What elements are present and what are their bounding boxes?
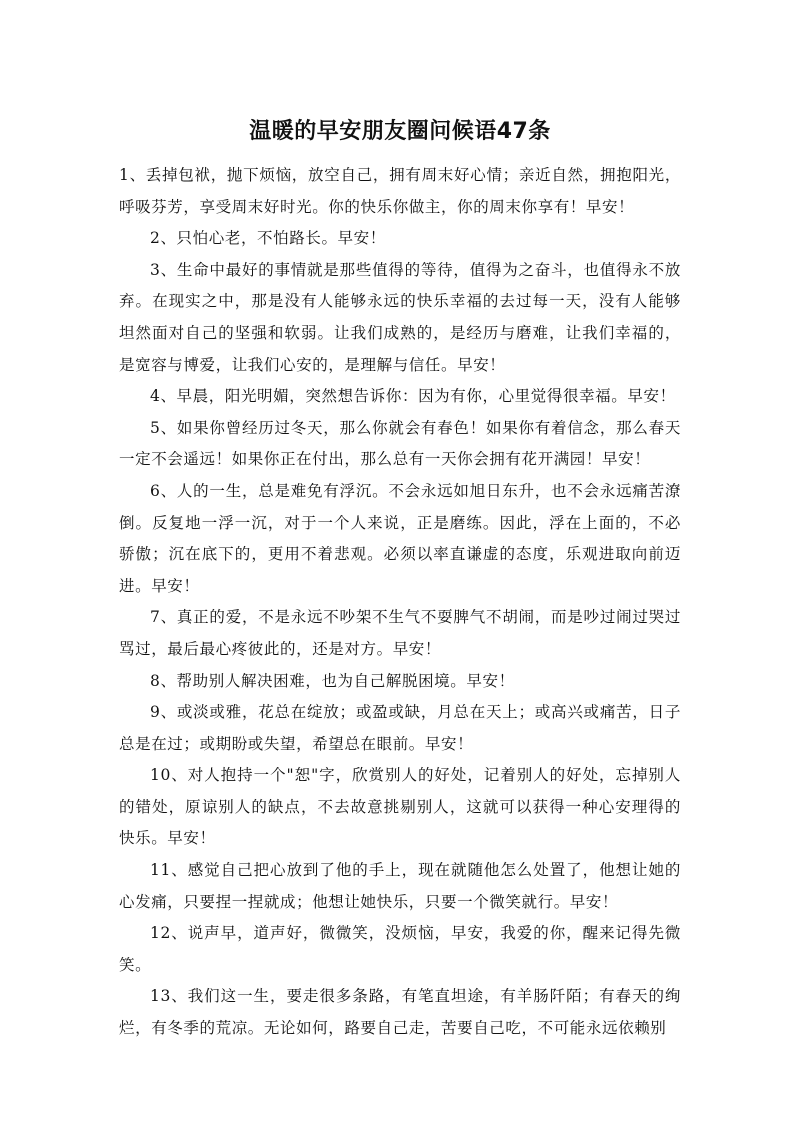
document-body: [119, 160, 681, 1045]
paragraph: 5、如果你曾经历过冬天，那么你就会有春色！如果你有着信念，那么春天一定不会遥远！如果你正在付出，那么总有一天你会拥有花开满园！早安！: [119, 418, 681, 469]
paragraph: 13、我们这一生，要走很多条路，有笔直坦途，有羊肠阡陌；有春天的绚烂，有冬季的荒凉。无论如何，路要自己走，苦要自己吃，不可能永远依赖别: [119, 987, 681, 1038]
page-title: 温暖的早安朋友圈问候语47条: [249, 119, 551, 144]
paragraph: 11、感觉自己把心放到了他的手上，现在就随他怎么处置了，他想让她的心发痛，只要捏一捏就成；他想让她快乐，只要一个微笑就行。早安！: [119, 861, 681, 911]
paragraph: 2、只怕心老，不怕路长。早安！: [150, 229, 386, 248]
paragraph: 12、说声早，道声好，微微笑，没烦恼，早安，我爱的你，醒来记得先微笑。: [119, 924, 681, 974]
paragraph: 3、生命中最好的事情就是那些值得的等待，值得为之奋斗，也值得永不放弃。在现实之中，那是没有人能够永远的快乐幸福的去过每一天，没有人能够坦然面对自己的坚强和软弱。让我们成熟的，是经历与磨难，让我们幸福的，是宽容与博爱，让我们心安的，是理解与信任。早安！: [119, 260, 681, 374]
paragraph: 9、或淡或雅，花总在绽放；或盈或缺，月总在天上；或高兴或痛苦，日子总是在过；或期盼或失望，希望总在眼前。早安！: [119, 703, 681, 753]
paragraph: 6、人的一生，总是难免有浮沉。不会永远如旭日东升，也不会永远痛苦潦倒。反复地一浮一沉，对于一个人来说，正是磨练。因此，浮在上面的，不必骄傲；沉在底下的，更用不着悲观。必须以率直谦虚的态度，乐观进取向前迈进。早安！: [119, 481, 681, 595]
paragraph: 4、早晨，阳光明媚，突然想告诉你：因为有你，心里觉得很幸福。早安！: [150, 387, 676, 406]
paragraph: 7、真正的爱，不是永远不吵架不生气不耍脾气不胡闹，而是吵过闹过哭过骂过，最后最心疼彼此的，还是对方。早安！: [119, 608, 681, 658]
paragraph: 8、帮助别人解决困难，也为自己解脱困境。早安！: [150, 671, 515, 690]
paragraph: 1、丢掉包袱，抛下烦恼，放空自己，拥有周末好心情；亲近自然，拥抱阳光，呼吸芬芳，享受周末好时光。你的快乐你做主，你的周末你享有！早安！: [119, 166, 681, 216]
paragraph: 10、对人抱持一个"恕"字，欣赏别人的好处，记着别人的好处，忘掉别人的错处，原谅别人的缺点，不去故意挑剔别人，这就可以获得一种心安理得的快乐。早安！: [119, 766, 681, 848]
